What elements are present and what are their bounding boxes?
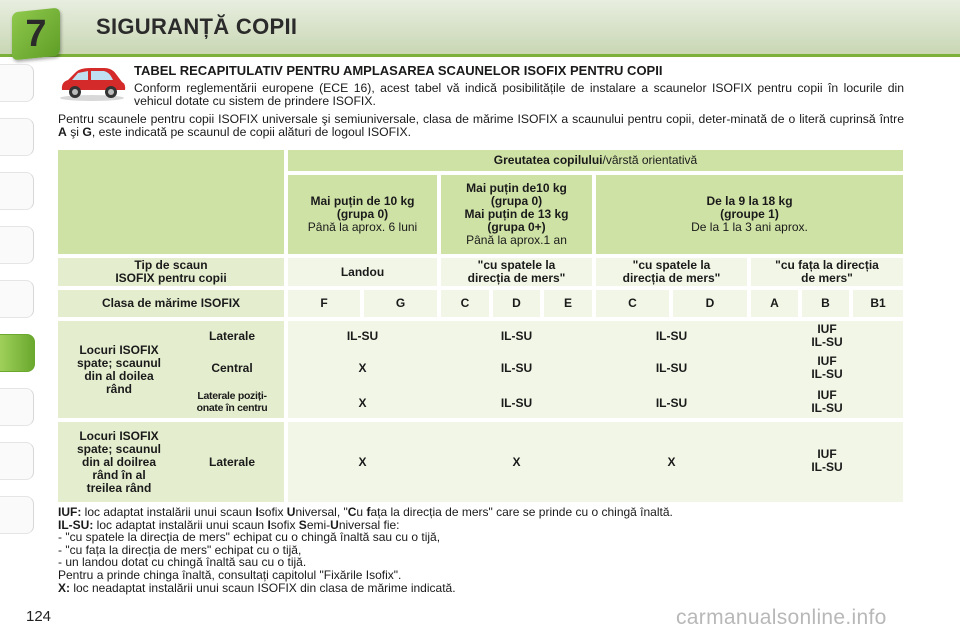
- value-cell: X: [358, 454, 367, 469]
- note-bullet: - un landou dotat cu chingă înaltă sau cu o tijă.: [58, 555, 307, 570]
- side-tab-3[interactable]: [0, 172, 34, 210]
- seat-type-label: Tip de scaun ISOFIX pentru copii: [58, 258, 284, 286]
- row-position-third-row: Laterale: [180, 422, 284, 502]
- note-x: X: loc neadaptat instalării unui scaun ISOFIX din clasa de mărime indicată.: [58, 580, 456, 595]
- side-tab-2[interactable]: [0, 118, 34, 156]
- note-bullet: - "cu spatele la direcția de mers" echipat cu o chingă înaltă sau cu o tijă,: [58, 530, 441, 545]
- page-title: SIGURANȚĂ COPII: [96, 14, 298, 39]
- side-tab-9[interactable]: [0, 496, 34, 534]
- value-cell: IL-SU: [655, 360, 688, 375]
- chapter-side-tabs: [0, 64, 34, 550]
- size-class-cell: B: [802, 290, 849, 317]
- group-0-header: Mai puțin de 10 kg (grupa 0) Până la aprox. 6 luni: [288, 175, 437, 254]
- side-tab-6-active[interactable]: [0, 334, 35, 372]
- car-icon: [56, 62, 128, 102]
- seat-type-forward-facing: "cu fața la direcția de mers": [751, 258, 903, 286]
- side-tab-1[interactable]: [0, 64, 34, 102]
- size-class-cell: D: [493, 290, 540, 317]
- value-cell: IUF IL-SU: [811, 322, 843, 349]
- size-class-cell: E: [544, 290, 592, 317]
- value-cell: IL-SU: [500, 395, 533, 410]
- size-class-cell: C: [441, 290, 489, 317]
- group-0plus-header: Mai puțin de10 kg (grupa 0) Mai puțin de 13 kg (grupa 0+) Până la aprox.1 an: [441, 175, 592, 254]
- size-class-cell: D: [673, 290, 747, 317]
- value-cell: IUF IL-SU: [811, 354, 843, 381]
- note-bullet: - "cu fața la direcția de mers" echipat cu o tijă,: [58, 542, 302, 557]
- value-cell: IL-SU: [655, 328, 688, 343]
- note-iuf: IUF: loc adaptat instalării unui scaun Isofix Universal, "Cu fața la direcția de mers" care se prinde cu o chingă înaltă.: [58, 505, 673, 519]
- chapter-number: 7: [25, 13, 47, 55]
- value-cell: IUF IL-SU: [811, 447, 843, 474]
- row-label-third-row: Locuri ISOFIX spate; scaunul din al doilrea rând în al treilea rând: [58, 422, 180, 502]
- seat-type-rear-facing-2: "cu spatele la direcția de mers": [596, 258, 747, 286]
- intro-paragraph-1: Conform reglementării europene (ECE 16), acest tabel vă indică posibilitățile de instalare a scaunelor ISOFIX pentru copii în locurile din vehicul dotate cu sistem de prindere ISOFIX.: [134, 81, 904, 108]
- value-cell: IL-SU: [500, 360, 533, 375]
- size-class-cell: F: [288, 290, 360, 317]
- side-tab-4[interactable]: [0, 226, 34, 264]
- row-label-second-row: Locuri ISOFIX spate; scaunul din al doilea rând: [58, 321, 180, 418]
- size-class-cell: C: [596, 290, 669, 317]
- watermark: carmanualsonline.info: [676, 606, 887, 629]
- size-class-cell: A: [751, 290, 798, 317]
- group-1-header: De la 9 la 18 kg (groupe 1) De la 1 la 3 ani aprox.: [596, 175, 903, 254]
- legend-notes: [58, 506, 918, 594]
- value-cell: IL-SU: [655, 395, 688, 410]
- table-corner: [58, 150, 284, 254]
- value-cell: X: [358, 360, 367, 375]
- seat-type-landou: Landou: [288, 258, 437, 286]
- size-class-label: Clasa de mărime ISOFIX: [58, 290, 284, 317]
- side-tab-5[interactable]: [0, 280, 34, 318]
- value-cell: IL-SU: [500, 328, 533, 343]
- size-class-cell: G: [364, 290, 437, 317]
- side-tab-7[interactable]: [0, 388, 34, 426]
- side-tab-8[interactable]: [0, 442, 34, 480]
- value-cell: X: [667, 454, 676, 469]
- size-class-cell: B1: [853, 290, 903, 317]
- note-consult: Pentru a prinde chinga înaltă, consultați capitolul "Fixările Isofix".: [58, 567, 402, 582]
- header-divider: [0, 54, 960, 57]
- row-positions-second-row: Laterale Central Laterale poziți- onate în centru: [180, 321, 284, 418]
- section-title: TABEL RECAPITULATIV PENTRU AMPLASAREA SCAUNELOR ISOFIX PENTRU COPII: [134, 63, 663, 78]
- value-cell: IUF IL-SU: [811, 388, 843, 415]
- weight-header: Greutatea copilului/vârstă orientativă: [288, 150, 903, 171]
- note-ilsu: IL-SU: loc adaptat instalării unui scaun Isofix Semi-Universal fie:: [58, 517, 400, 532]
- value-cell: X: [512, 454, 521, 469]
- seat-type-rear-facing-1: "cu spatele la direcția de mers": [441, 258, 592, 286]
- intro-paragraph-2: Pentru scaunele pentru copii ISOFIX universale şi semiuniversale, clasa de mărime ISOFIX a scaunului pentru copii, deter-minată de o literă cuprinsă între A şi G, este indicată pe scaunul de copii alături de logoul ISOFIX.: [58, 112, 904, 139]
- value-cell: IL-SU: [346, 328, 379, 343]
- value-cell: X: [358, 395, 367, 410]
- page-number: 124: [26, 608, 52, 625]
